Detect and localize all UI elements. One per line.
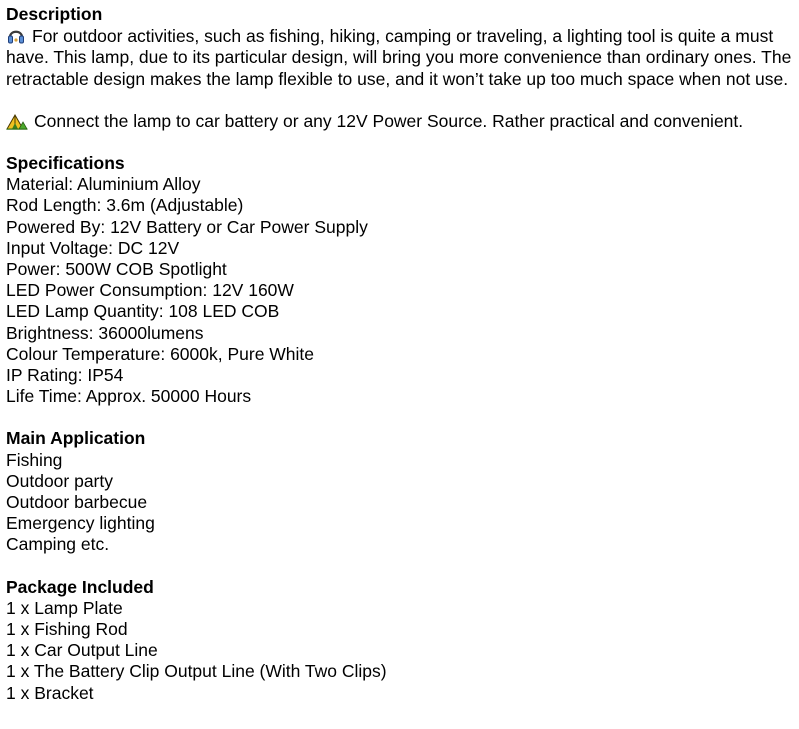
description-paragraph-2-text: Connect the lamp to car battery or any 12V Power Source. Rather practical and convenient. (34, 110, 744, 131)
spec-led-power-consumption: LED Power Consumption: 12V 160W (6, 280, 294, 301)
application-item: Fishing (6, 449, 63, 470)
package-item: 1 x Car Output Line (6, 640, 158, 661)
spec-powered-by: Powered By: 12V Battery or Car Power Supply (6, 216, 368, 237)
description-paragraph-1 (6, 25, 793, 90)
spec-led-lamp-quantity: LED Lamp Quantity: 108 LED COB (6, 301, 280, 322)
package-item: 1 x Fishing Rod (6, 619, 128, 640)
specifications-heading: Specifications (6, 153, 125, 174)
description-paragraph-1-text: For outdoor activities, such as fishing, hiking, camping or traveling, a lighting tool is quite a must have. This lamp, due to its particular design, will bring you more convenience than ordinary ones. The retractable design makes the lamp flexible to use, and it won’t take up too much space when not use. (6, 26, 792, 89)
package-included-heading: Package Included (6, 576, 154, 597)
specifications-list (6, 174, 793, 407)
spec-life-time: Life Time: Approx. 50000 Hours (6, 386, 252, 407)
application-item: Emergency lighting (6, 513, 155, 534)
camping-tent-icon (6, 112, 28, 130)
spec-colour-temperature: Colour Temperature: 6000k, Pure White (6, 343, 315, 364)
application-item: Camping etc. (6, 534, 110, 555)
spec-material: Material: Aluminium Alloy (6, 174, 201, 195)
package-item: 1 x Lamp Plate (6, 597, 123, 618)
description-heading: Description (6, 4, 103, 24)
spec-rod-length: Rod Length: 3.6m (Adjustable) (6, 195, 244, 216)
package-item: 1 x The Battery Clip Output Line (With Two Clips) (6, 661, 387, 682)
application-item: Outdoor barbecue (6, 492, 148, 513)
description-paragraph-2 (6, 111, 793, 132)
application-item: Outdoor party (6, 470, 113, 491)
spec-brightness: Brightness: 36000lumens (6, 322, 204, 343)
main-application-heading: Main Application (6, 428, 146, 449)
package-included-list (6, 598, 793, 704)
fishing-hook-icon (6, 25, 26, 45)
package-item: 1 x Bracket (6, 682, 94, 703)
spec-ip-rating: IP Rating: IP54 (6, 365, 124, 386)
main-application-list (6, 450, 793, 556)
spec-input-voltage: Input Voltage: DC 12V (6, 237, 180, 258)
spec-power: Power: 500W COB Spotlight (6, 259, 227, 280)
